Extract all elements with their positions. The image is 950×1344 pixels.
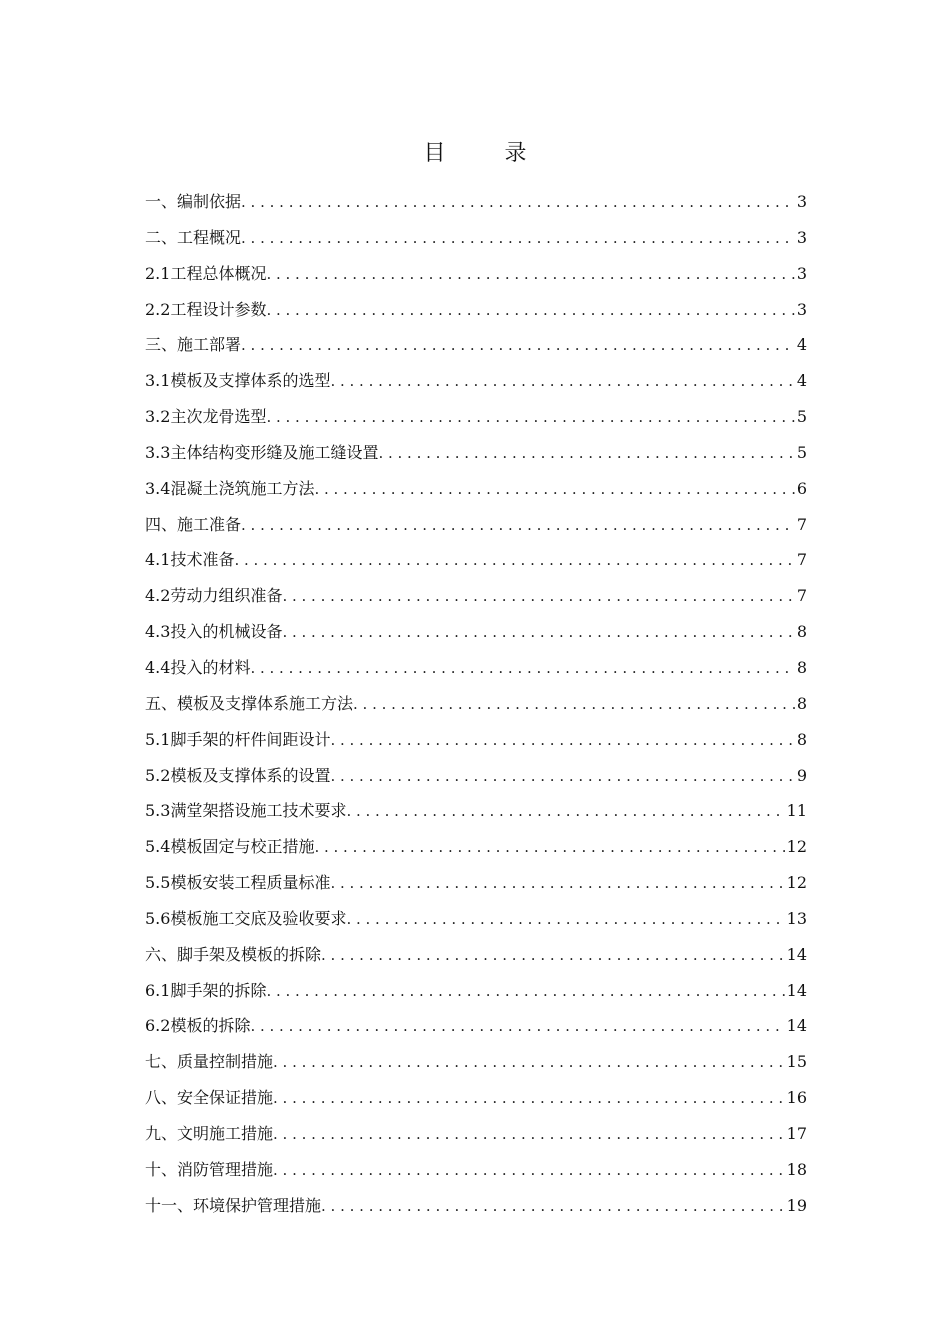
toc-entry-page: 3	[796, 227, 807, 247]
toc-entry-page: 14	[786, 1016, 807, 1036]
toc-entry[interactable]	[145, 256, 807, 292]
toc-entry-label: 6.1脚手架的拆除	[145, 980, 267, 1000]
toc-entry[interactable]	[145, 1044, 807, 1080]
toc-leader-dots	[273, 1045, 785, 1081]
toc-leader-dots	[266, 974, 784, 1010]
toc-entry[interactable]	[145, 650, 807, 686]
toc-entry[interactable]	[145, 758, 807, 794]
toc-entry-page: 3	[796, 299, 807, 319]
toc-entry[interactable]	[145, 578, 807, 614]
toc-leader-dots	[378, 436, 794, 472]
toc-leader-dots	[241, 185, 795, 221]
toc-entry-label: 2.2工程设计参数	[145, 299, 267, 319]
toc-entry-page: 8	[796, 729, 807, 749]
toc-entry-label: 5.5模板安装工程质量标准	[145, 873, 331, 893]
toc-entry[interactable]	[145, 1116, 807, 1152]
toc-entry-page: 17	[786, 1123, 807, 1143]
toc-entry[interactable]	[145, 1188, 807, 1224]
toc-leader-dots	[266, 257, 794, 293]
toc-entry-label: 三、施工部署	[145, 335, 242, 355]
toc-leader-dots	[282, 579, 794, 615]
toc-entry-page: 7	[796, 550, 807, 570]
toc-entry[interactable]	[145, 184, 807, 220]
toc-entry-page: 13	[786, 908, 807, 928]
toc-entry-label: 五、模板及支撑体系施工方法	[145, 693, 354, 713]
toc-leader-dots	[266, 293, 794, 329]
toc-entry-page: 5	[796, 442, 807, 462]
toc-leader-dots	[330, 364, 794, 400]
toc-entry-page: 6	[796, 478, 807, 498]
toc-entry[interactable]	[145, 435, 807, 471]
toc-entry-page: 19	[786, 1195, 807, 1215]
toc-leader-dots	[241, 328, 795, 364]
toc-entry[interactable]	[145, 327, 807, 363]
toc-leader-dots	[250, 651, 794, 687]
toc-entry-page: 5	[796, 407, 807, 427]
toc-entry-label: 3.4混凝土浇筑施工方法	[145, 478, 315, 498]
toc-leader-dots	[234, 543, 794, 579]
toc-entry-page: 14	[786, 944, 807, 964]
toc-entry[interactable]	[145, 220, 807, 256]
toc-leader-dots	[241, 508, 795, 544]
toc-list	[145, 184, 807, 1223]
toc-entry[interactable]	[145, 793, 807, 829]
toc-leader-dots	[273, 1117, 785, 1153]
toc-entry-page: 3	[796, 192, 807, 211]
toc-title: 目 录	[423, 141, 553, 166]
toc-entry-page: 8	[796, 693, 807, 713]
toc-entry[interactable]	[145, 829, 807, 865]
toc-entry-label: 5.2模板及支撑体系的设置	[145, 765, 331, 785]
toc-entry-page: 14	[786, 980, 807, 1000]
toc-entry[interactable]	[145, 686, 807, 722]
toc-entry[interactable]	[145, 722, 807, 758]
toc-leader-dots	[273, 1153, 785, 1189]
toc-entry-label: 二、工程概况	[145, 227, 242, 247]
toc-entry[interactable]	[145, 507, 807, 543]
toc-entry-label: 5.4模板固定与校正措施	[145, 837, 315, 857]
toc-entry-label: 3.1模板及支撑体系的选型	[145, 371, 331, 391]
toc-entry-page: 12	[786, 873, 807, 893]
toc-leader-dots	[321, 1189, 785, 1225]
toc-entry-label: 4.2劳动力组织准备	[145, 586, 283, 606]
toc-leader-dots	[314, 472, 794, 508]
toc-entry-page: 16	[786, 1088, 807, 1108]
toc-leader-dots	[321, 938, 785, 974]
toc-entry-label: 七、质量控制措施	[145, 1052, 274, 1072]
toc-entry-label: 4.3投入的机械设备	[145, 622, 283, 642]
toc-entry-page: 3	[796, 263, 807, 283]
toc-entry-page: 8	[796, 622, 807, 642]
toc-entry[interactable]	[145, 1080, 807, 1116]
toc-entry[interactable]	[145, 614, 807, 650]
toc-entry-page: 12	[786, 837, 807, 857]
toc-entry-page: 4	[796, 371, 807, 391]
toc-entry[interactable]	[145, 865, 807, 901]
toc-entry-label: 3.3主体结构变形缝及施工缝设置	[145, 442, 379, 462]
toc-entry-page: 18	[786, 1159, 807, 1179]
toc-entry-page: 8	[796, 657, 807, 677]
toc-entry-page: 7	[796, 514, 807, 534]
toc-entry-label: 3.2主次龙骨选型	[145, 407, 267, 427]
toc-leader-dots	[314, 830, 784, 866]
toc-entry-page: 9	[796, 765, 807, 785]
toc-entry-label: 八、安全保证措施	[145, 1088, 274, 1108]
toc-entry[interactable]	[145, 1152, 807, 1188]
toc-entry-page: 7	[796, 586, 807, 606]
toc-entry[interactable]	[145, 937, 807, 973]
toc-entry-label: 5.1脚手架的杆件间距设计	[145, 729, 331, 749]
toc-entry-label: 一、编制依据	[145, 192, 242, 211]
toc-entry-page: 4	[796, 335, 807, 355]
toc-entry-label: 4.1技术准备	[145, 550, 235, 570]
toc-entry[interactable]	[145, 399, 807, 435]
toc-entry-label: 十一、环境保护管理措施	[145, 1195, 322, 1215]
toc-entry[interactable]	[145, 901, 807, 937]
toc-entry-label: 六、脚手架及模板的拆除	[145, 944, 322, 964]
toc-entry[interactable]	[145, 1008, 807, 1044]
toc-entry-label: 2.1工程总体概况	[145, 263, 267, 283]
toc-leader-dots	[273, 1081, 785, 1117]
toc-entry-label: 5.6模板施工交底及验收要求	[145, 908, 347, 928]
toc-leader-dots	[266, 400, 794, 436]
toc-entry[interactable]	[145, 973, 807, 1009]
toc-entry-page: 15	[786, 1052, 807, 1072]
toc-entry-label: 4.4投入的材料	[145, 657, 251, 677]
toc-entry[interactable]	[145, 471, 807, 507]
toc-leader-dots	[250, 1009, 784, 1045]
toc-entry-label: 四、施工准备	[145, 514, 242, 534]
toc-leader-dots	[353, 687, 795, 723]
toc-entry-label: 九、文明施工措施	[145, 1123, 274, 1143]
toc-leader-dots	[241, 221, 795, 257]
toc-leader-dots	[346, 794, 784, 830]
toc-leader-dots	[282, 615, 794, 651]
toc-leader-dots	[330, 759, 794, 795]
toc-leader-dots	[330, 723, 794, 759]
toc-entry-label: 十、消防管理措施	[145, 1159, 274, 1179]
toc-leader-dots	[330, 866, 784, 902]
toc-entry[interactable]	[145, 363, 807, 399]
toc-entry[interactable]	[145, 292, 807, 328]
toc-entry-label: 5.3满堂架搭设施工技术要求	[145, 801, 347, 821]
toc-entry-page: 11	[786, 801, 807, 821]
toc-entry-label: 6.2模板的拆除	[145, 1016, 251, 1036]
toc-leader-dots	[346, 902, 784, 938]
toc-entry[interactable]	[145, 542, 807, 578]
